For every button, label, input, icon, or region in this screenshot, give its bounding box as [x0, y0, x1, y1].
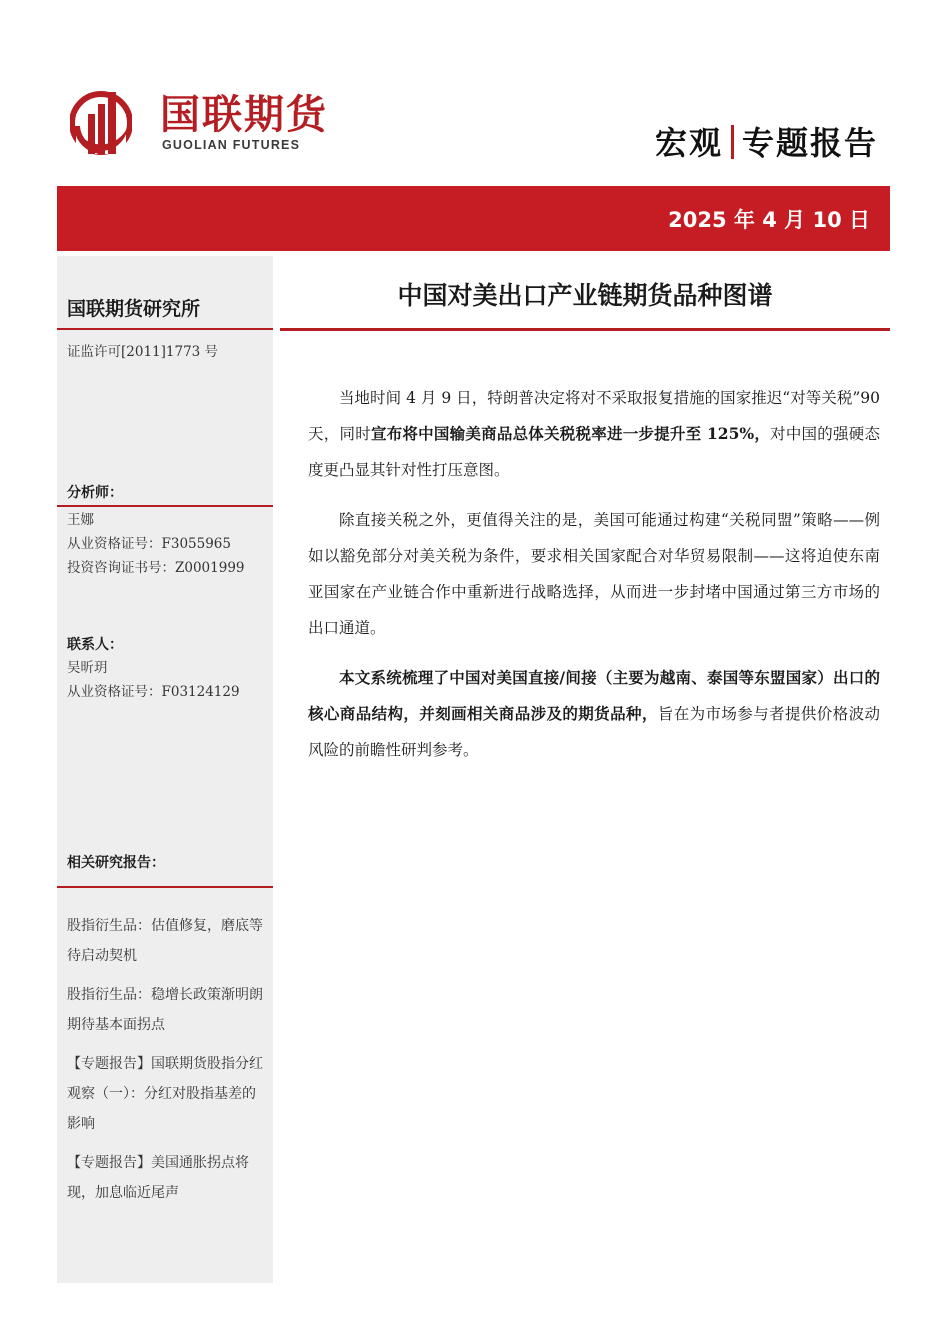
paragraph-3	[308, 660, 880, 768]
contact-qualification: 从业资格证号：F03124129	[67, 684, 240, 700]
related-report-item[interactable]: 【专题报告】国联期货股指分红观察（一）：分红对股指基差的影响	[67, 1056, 263, 1132]
report-category: 宏观	[654, 124, 723, 162]
paragraph-text: 当地时间 4 月 9 日，特朗普决定将对不采取报复措施的国家推迟“对等关税”90 天，同时	[308, 389, 880, 443]
analyst-certificate: 投资咨询证书号：Z0001999	[67, 560, 245, 576]
analyst-info	[67, 508, 245, 580]
report-kind: 专题报告	[741, 124, 878, 162]
divider	[731, 125, 734, 159]
page-title: 中国对美出口产业链期货品种图谱	[397, 281, 773, 310]
brand-name-en: GUOLIAN FUTURES	[162, 138, 301, 152]
report-body	[308, 380, 880, 782]
paragraph-1	[308, 380, 880, 488]
company-logo-icon	[70, 84, 132, 158]
title-underline	[280, 328, 890, 331]
paragraph-emphasis: 宣布将中国输美商品总体关税税率进一步提升至 125%，	[370, 424, 771, 443]
related-report-item[interactable]: 股指衍生品：估值修复，磨底等待启动契机	[67, 918, 263, 964]
paragraph-text: 旨在为市场参与者提供价格波动风险的前瞻性研判参考。	[308, 705, 880, 759]
date-banner	[57, 186, 890, 251]
paragraph-emphasis: 本文系统梳理了中国对美国直接/间接（主要为越南、泰国等东盟国家）出口的核心商品结构，并刻画相关商品涉及的期货品种，	[308, 668, 880, 723]
sidebar-divider	[57, 328, 273, 330]
report-type	[655, 118, 878, 164]
related-reports-label: 相关研究报告：	[67, 855, 165, 871]
sidebar-divider	[57, 886, 273, 888]
brand-name: 国联期货	[160, 92, 328, 138]
sidebar	[57, 256, 273, 1283]
paragraph-text: 对中国的强硬态度更凸显其针对性打压意图。	[308, 425, 880, 479]
license-number: 证监许可[2011]1773 号	[67, 344, 219, 360]
related-reports-list	[67, 911, 267, 1217]
contact-info	[67, 656, 240, 704]
related-report-item[interactable]: 【专题报告】美国通胀拐点将现，加息临近尾声	[67, 1155, 249, 1201]
analyst-label: 分析师：	[67, 485, 123, 501]
related-report-item[interactable]: 股指衍生品：稳增长政策渐明朗 期待基本面拐点	[67, 987, 263, 1033]
report-date: 2025 年 4 月 10 日	[668, 208, 870, 232]
sidebar-divider	[57, 505, 273, 507]
contact-name: 吴昕玥	[67, 660, 108, 676]
analyst-name: 王娜	[67, 512, 94, 528]
paragraph-2: 除直接关税之外，更值得关注的是，美国可能通过构建“关税同盟”策略——例如以豁免部分对美关税为条件，要求相关国家配合对华贸易限制——这将迫使东南亚国家在产业链合作中重新进行战略选择，从而进一步封堵中国通过第三方市场的出口通道。	[308, 511, 880, 637]
contact-label: 联系人：	[67, 637, 123, 653]
analyst-qualification: 从业资格证号：F3055965	[67, 536, 231, 552]
institute-name: 国联期货研究所	[67, 298, 201, 320]
